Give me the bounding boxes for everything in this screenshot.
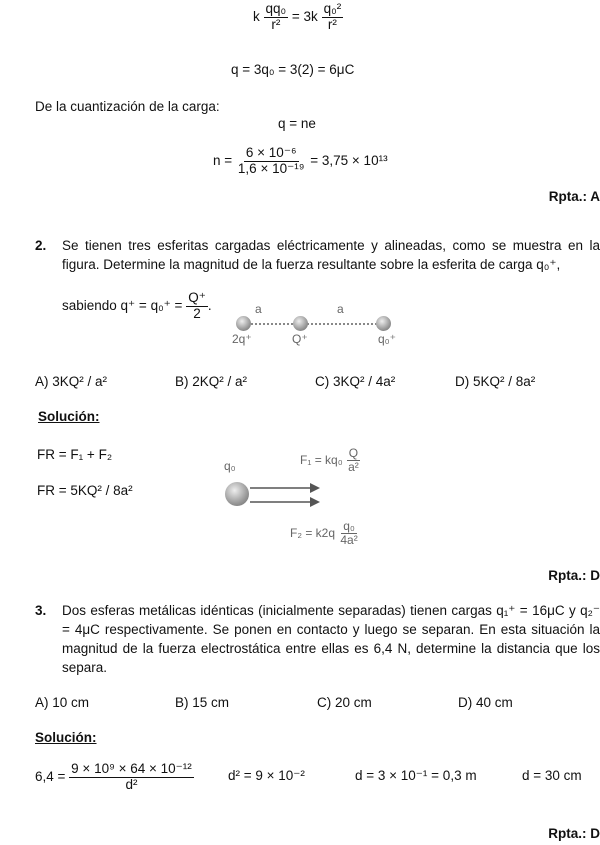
answer-1: Rpta.: A [548, 189, 600, 204]
equation-d-cm: d = 30 cm [522, 768, 582, 783]
question-3-number: 3. [35, 603, 47, 618]
sphere-2q [236, 316, 251, 331]
f2-label [290, 520, 360, 547]
denominator: 1,6 × 10⁻¹⁹ [237, 160, 305, 176]
eq-text: F₁ = kq₀ [300, 452, 343, 467]
option-d: D) 5KQ² / 8a² [455, 374, 536, 389]
denominator: a² [348, 460, 359, 475]
fraction [322, 2, 344, 33]
eq-text: . [207, 297, 212, 313]
numerator: Q [348, 446, 359, 460]
cuantizacion-label: De la cuantización de la carga: [35, 99, 220, 114]
solution-label: Solución: [35, 730, 97, 745]
fraction [346, 447, 361, 474]
numerator: 6 × 10⁻⁶ [245, 145, 297, 160]
equation-force [35, 762, 194, 793]
equation-fr-sum: FR = F₁ + F₂ [37, 447, 113, 462]
eq-text: = 3,75 × 10¹³ [310, 152, 388, 168]
eq-text: n = [213, 152, 233, 168]
distance-label: a [255, 302, 262, 316]
eq-text: 6,4 = [35, 768, 66, 784]
numerator: qq₀ [265, 1, 287, 16]
option-b: B) 2KQ² / a² [175, 374, 248, 389]
equation-d-squared: d² = 9 × 10⁻² [228, 768, 305, 783]
question-2-sabiendo [62, 291, 212, 322]
charge-label: Q⁺ [292, 332, 308, 346]
distance-label: a [337, 302, 344, 316]
option-d: D) 40 cm [458, 695, 513, 710]
numerator: q₀ [343, 519, 355, 533]
equation-n [213, 146, 388, 177]
sphere-q0 [225, 482, 249, 506]
fraction [338, 520, 359, 547]
option-b: B) 15 cm [175, 695, 230, 710]
answer-2: Rpta.: D [548, 568, 600, 583]
option-a: A) 3KQ² / a² [35, 374, 108, 389]
sphere-Q [293, 316, 308, 331]
eq-text: = 3k [291, 8, 318, 24]
solution-label: Solución: [38, 409, 100, 424]
denominator: d² [125, 776, 138, 792]
charge-label: q₀⁺ [378, 332, 396, 346]
option-a: A) 10 cm [35, 695, 90, 710]
numerator: 9 × 10⁹ × 64 × 10⁻¹² [71, 761, 192, 776]
answer-3: Rpta.: D [548, 826, 600, 841]
equation-d-meters: d = 3 × 10⁻¹ = 0,3 m [355, 768, 477, 783]
eq-text: k [253, 8, 260, 24]
question-2-number: 2. [35, 238, 47, 253]
option-c: C) 3KQ² / 4a² [315, 374, 396, 389]
equation-q-ne: q = ne [278, 116, 316, 131]
equation-q: q = 3q₀ = 3(2) = 6μC [231, 62, 355, 77]
numerator: q₀² [323, 1, 342, 16]
question-3-text: Dos esferas metálicas idénticas (inicialmente separadas) tienen cargas q₁⁺ = 16μC y q₂⁻ = 4μC respectivamente. Se ponen en contacto y luego se separan. En esta situación la magnitud de la fuerza electrostática entre ellas es 6,4 N, determine la distancia que los separa. [62, 603, 600, 675]
denominator: r² [271, 16, 281, 32]
eq-text: F₂ = k2q [290, 525, 336, 540]
denominator: 2 [193, 305, 201, 321]
equation-force-equality [253, 2, 343, 33]
fraction [264, 2, 289, 33]
question-2-text: Se tienen tres esferitas cargadas eléctricamente y alineadas, como se muestra en la figura. Determine la magnitud de la fuerza resultante sobre la esferita de carga q₀⁺, [62, 238, 600, 272]
denominator: 4a² [340, 533, 358, 548]
fraction [186, 291, 208, 322]
numerator: Q⁺ [188, 290, 206, 305]
dotted-line [244, 323, 389, 325]
f1-label [300, 447, 361, 474]
fraction [236, 146, 307, 177]
fraction [69, 762, 194, 793]
denominator: r² [327, 16, 337, 32]
force-arrows [240, 480, 320, 510]
equation-fr-result: FR = 5KQ² / 8a² [37, 483, 133, 498]
charge-label: 2q⁺ [232, 332, 252, 346]
eq-text: sabiendo q⁺ = q₀⁺ = [62, 297, 183, 313]
sphere-q0 [376, 316, 391, 331]
q0-label: q₀ [224, 459, 236, 473]
option-c: C) 20 cm [317, 695, 372, 710]
